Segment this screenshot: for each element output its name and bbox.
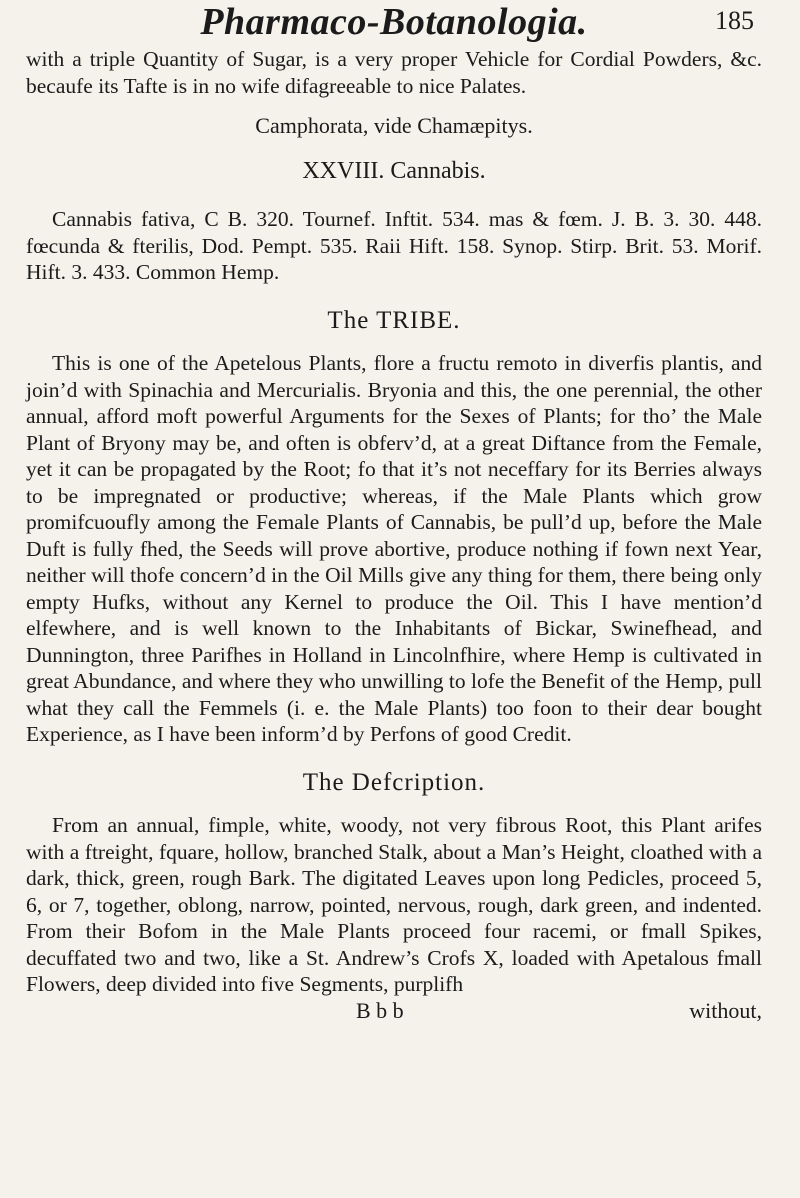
signature-mark: B b b — [356, 997, 404, 1023]
page-footer — [26, 998, 762, 1026]
running-title: Pharmaco-Botanologia. — [200, 1, 588, 43]
section-heading: XXVIII. Cannabis. — [302, 157, 486, 184]
running-header — [26, 0, 762, 44]
camphorata-cross-reference: Camphorata, vide Chamæpitys. — [255, 113, 533, 138]
tribe-heading: The TRIBE. — [327, 306, 461, 334]
page-number: 185 — [715, 6, 754, 35]
description-heading: The Defcription. — [302, 768, 486, 796]
tribe-paragraph: This is one of the Apetelous Plants, flore a fructu remoto in diverfis plantis, and join’d with Spinachia and Mercurialis. Bryonia and this, the one perennial, the other annual, afford moft powerful Arguments for the Sexes of Plants; for tho’ the Male Plant of Bryony may be, and often is obferv’d, at a great Diftance from the Female, yet it can be propagated by the Root; fo that it’s not neceffary for its Berries always to be impregnated or productive; whereas, if the Male Plants which grow promifcuoufly among the Female Plants of Cannabis, be pull’d up, before the Male Duft is fully fhed, the Seeds will prove abortive, produce nothing if fown next Year, neither will thofe concern’d in the Oil Mills give any thing for them, there being only empty Hufks, without any Kernel to produce the Oil. This I have mention’d elfewhere, and is well known to the Inhabitants of Bickar, Swinefhead, and Dunnington, three Parifhes in Holland in Lincolnfhire, where Hemp is cultivated in great Abundance, and where they who unwilling to lofe the Benefit of the Hemp, pull what they call the Femmels (i. e. the Male Plants) too foon to their dear bought Experience, as I have been inform’d by Perfons of good Credit. — [26, 351, 762, 746]
catchword: without, — [689, 997, 762, 1023]
description-paragraph: From an annual, fimple, white, woody, not very fibrous Root, this Plant arifes with a ftreight, fquare, hollow, branched Stalk, about a Man’s Height, cloathed with a dark, thick, green, rough Bark. The digitated Leaves upon long Pedicles, proceed 5, 6, or 7, together, oblong, narrow, pointed, nervous, rough, dark green, and indented. From their Bofom in the Male Plants proceed four racemi, or fmall Spikes, decuffated two and two, like a St. Andrew’s Crofs X, loaded with Apetalous fmall Flowers, deep divided into five Segments, purplifh — [26, 813, 762, 996]
intro-paragraph: with a triple Quantity of Sugar, is a very proper Vehicle for Cordial Powders, &c. becaufe its Tafte is in no wife difagreeable to nice Palates. — [26, 47, 762, 98]
synonymy-paragraph: Cannabis fativa, C B. 320. Tournef. Inftit. 534. mas & fœm. J. B. 3. 30. 448. fœcunda & fterilis, Dod. Pempt. 535. Raii Hift. 158. Synop. Stirp. Brit. 53. Morif. Hift. 3. 433. Common Hemp. — [26, 207, 762, 284]
